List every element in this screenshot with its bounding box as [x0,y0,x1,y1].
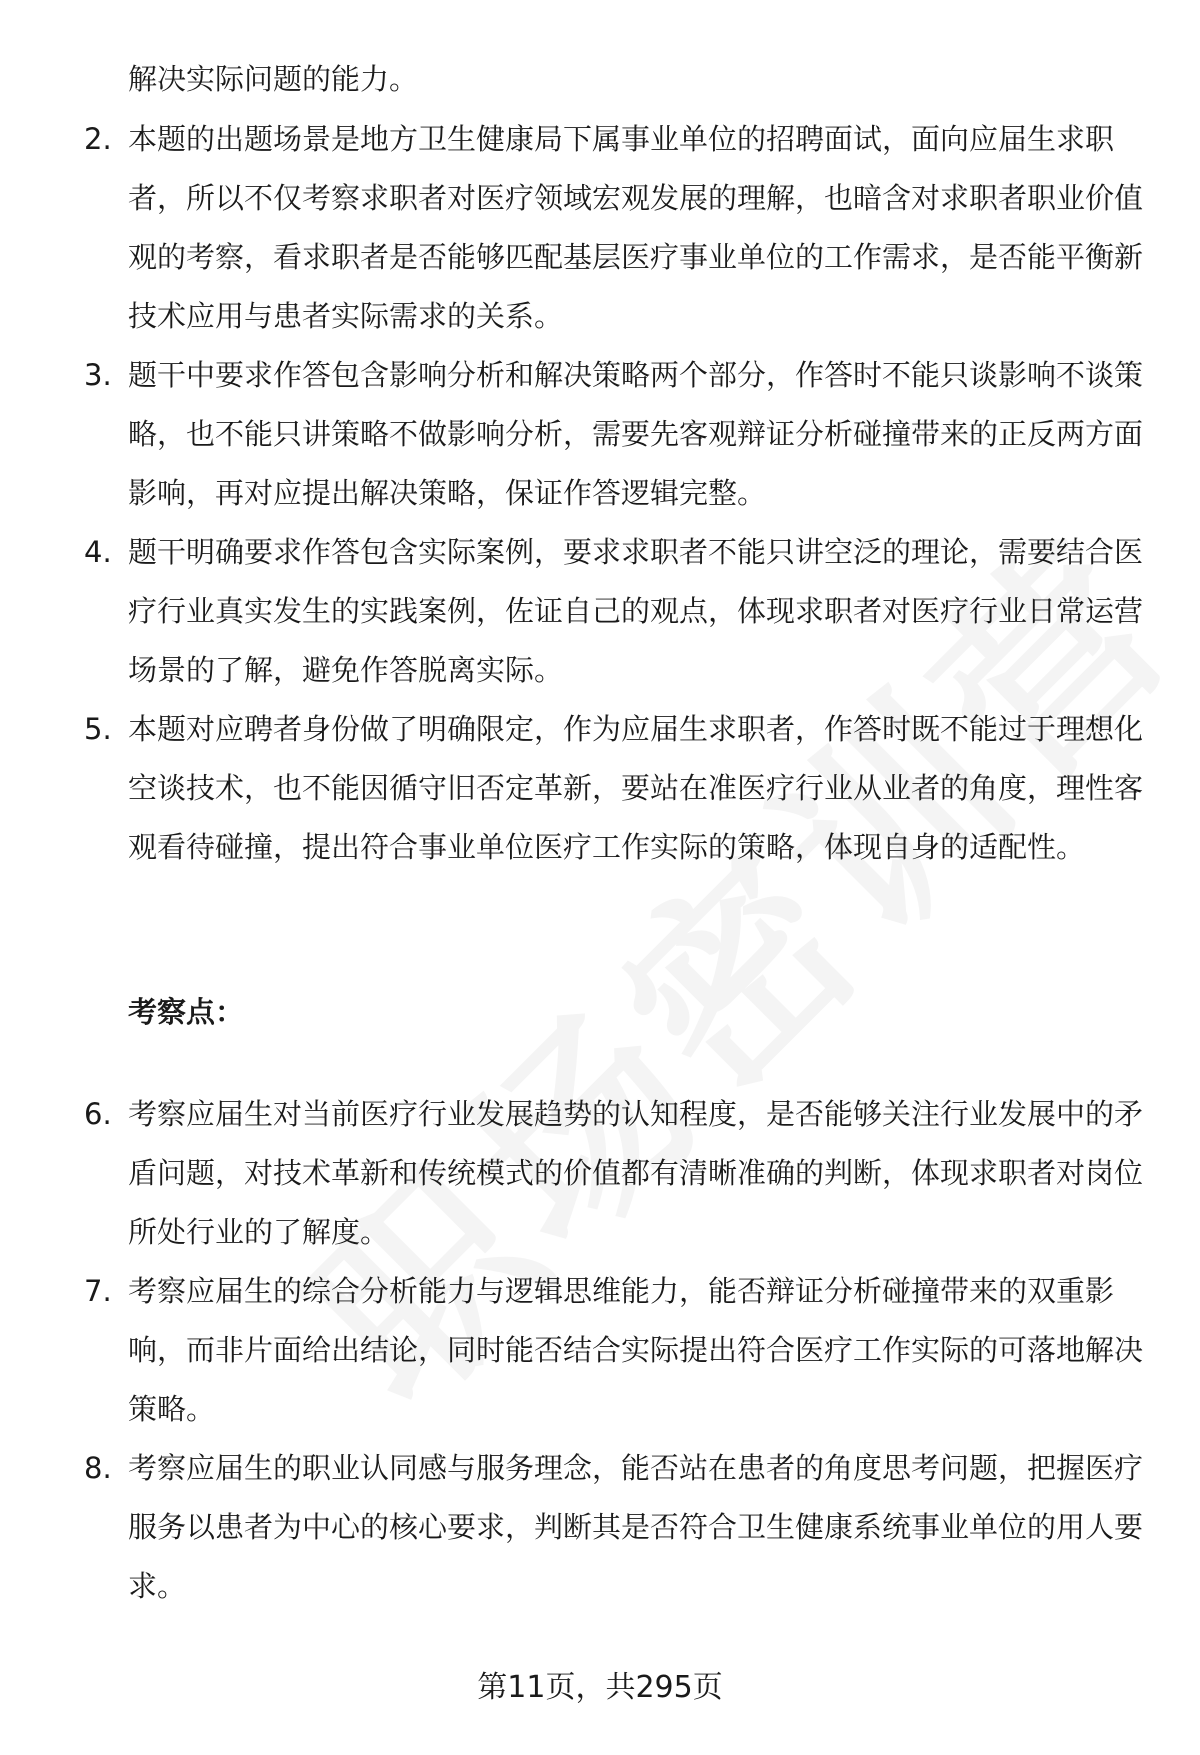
list-number: 2. [84,122,112,156]
list-text: 题干中要求作答包含影响分析和解决策略两个部分，作答时不能只谈影响不谈策略，也不能只讲策略不做影响分析，需要先客观辩证分析碰撞带来的正反两方面影响，再对应提出解决策略，保证作答逻辑完整。 [128,358,1144,510]
section-heading: 考察点： [128,995,245,1029]
list-item [0,1262,1143,1439]
continuation-text: 解决实际问题的能力。 [128,62,419,96]
list-item [0,523,1143,700]
list-number: 5. [84,712,112,746]
list-item [0,1439,1143,1616]
list-number: 3. [84,358,112,392]
list-text: 本题对应聘者身份做了明确限定，作为应届生求职者，作答时既不能过于理想化空谈技术，也不能因循守旧否定革新，要站在准医疗行业从业者的角度，理性客观看待碰撞，提出符合事业单位医疗工作实际的策略，体现自身的适配性。 [128,712,1144,864]
list-text: 考察应届生的综合分析能力与逻辑思维能力，能否辩证分析碰撞带来的双重影响，而非片面给出结论，同时能否结合实际提出符合医疗工作实际的可落地解决策略。 [128,1274,1144,1426]
list-text: 考察应届生对当前医疗行业发展趋势的认知程度，是否能够关注行业发展中的矛盾问题，对技术革新和传统模式的价值都有清晰准确的判断，体现求职者对岗位所处行业的了解度。 [128,1097,1144,1249]
list-item [0,700,1143,877]
list-number: 4. [84,535,112,569]
list-item [0,110,1143,346]
list-text: 考察应届生的职业认同感与服务理念，能否站在患者的角度思考问题，把握医疗服务以患者为中心的核心要求，判断其是否符合卫生健康系统事业单位的用人要求。 [128,1451,1144,1603]
list-item [0,346,1143,523]
list-text: 题干明确要求作答包含实际案例，要求求职者不能只讲空泛的理论，需要结合医疗行业真实发生的实践案例，佐证自己的观点，体现求职者对医疗行业日常运营场景的了解，避免作答脱离实际。 [128,535,1144,687]
assessment-points-list [0,1085,1200,1616]
list-number: 6. [84,1097,112,1131]
page-number: 第11页，共295页 [477,1670,723,1705]
analysis-list [0,110,1200,877]
list-item [0,1085,1143,1262]
list-number: 7. [84,1274,112,1308]
list-text: 本题的出题场景是地方卫生健康局下属事业单位的招聘面试，面向应届生求职者，所以不仅考察求职者对医疗领域宏观发展的理解，也暗含对求职者职业价值观的考察，看求职者是否能够匹配基层医疗事业单位的工作需求，是否能平衡新技术应用与患者实际需求的关系。 [128,122,1144,333]
list-number: 8. [84,1451,112,1485]
